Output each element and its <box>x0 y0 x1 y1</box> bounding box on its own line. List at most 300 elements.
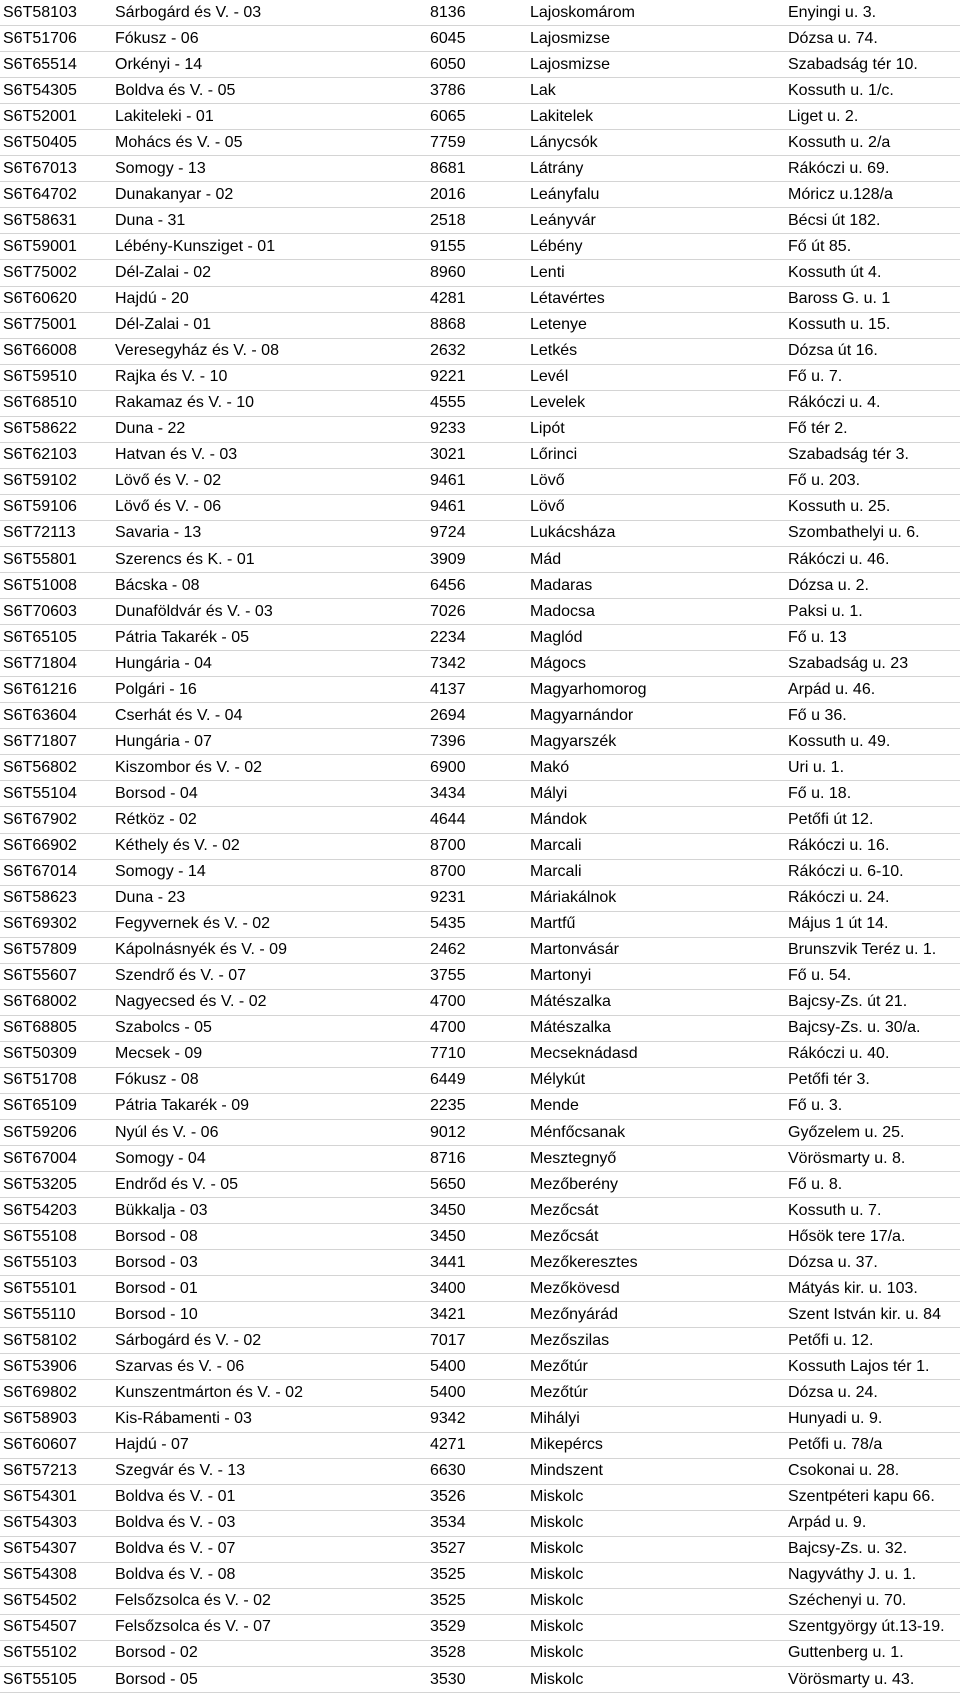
address-cell: Kossuth u. 15. <box>788 317 891 334</box>
branch-name-cell: Fókusz - 08 <box>115 1072 199 1089</box>
address-cell: Szent István kir. u. 84 <box>788 1306 941 1323</box>
branch-name-cell: Polgári - 16 <box>115 681 197 698</box>
address-cell: Bajcsy-Zs. út 21. <box>788 994 908 1011</box>
branch-name-cell: Dél-Zalai - 01 <box>115 317 212 334</box>
branch-code-cell: S6T63604 <box>3 707 77 724</box>
branch-name-cell: Szegvár és V. - 13 <box>115 1463 246 1480</box>
branch-code-cell: S6T60620 <box>3 291 77 308</box>
city-cell: Levél <box>530 369 569 386</box>
address-cell: Fő u 36. <box>788 707 847 724</box>
branch-code-cell: S6T67014 <box>3 864 77 881</box>
city-cell: Miskolc <box>530 1671 584 1688</box>
address-cell: Kossuth u. 7. <box>788 1202 882 1219</box>
address-cell: Dózsa u. 37. <box>788 1254 878 1271</box>
postal-code-cell: 3421 <box>430 1306 466 1323</box>
postal-code-cell: 8136 <box>430 4 466 21</box>
postal-code-cell: 2462 <box>430 942 466 959</box>
table-row <box>0 729 960 755</box>
table-row <box>0 104 960 130</box>
branch-code-cell: S6T54301 <box>3 1489 77 1506</box>
address-cell: Fő u. 13 <box>788 629 847 646</box>
postal-code-cell: 9233 <box>430 421 466 438</box>
branch-name-cell: Kápolnásnyék és V. - 09 <box>115 942 287 959</box>
city-cell: Lukácsháza <box>530 525 616 542</box>
city-cell: Mindszent <box>530 1463 603 1480</box>
branch-code-cell: S6T54305 <box>3 82 77 99</box>
address-cell: Dózsa u. 74. <box>788 30 878 47</box>
postal-code-cell: 4281 <box>430 291 466 308</box>
city-cell: Mezőtúr <box>530 1358 588 1375</box>
address-cell: Szabadság tér 3. <box>788 447 909 464</box>
branch-code-cell: S6T51706 <box>3 30 77 47</box>
table-row <box>0 834 960 860</box>
branch-code-cell: S6T68002 <box>3 994 77 1011</box>
postal-code-cell: 6900 <box>430 759 466 776</box>
branch-code-cell: S6T54307 <box>3 1541 77 1558</box>
address-cell: Vörösmarty u. 43. <box>788 1671 915 1688</box>
branch-code-cell: S6T72113 <box>3 525 76 542</box>
city-cell: Mezőszilas <box>530 1332 610 1349</box>
city-cell: Miskolc <box>530 1645 584 1662</box>
city-cell: Miskolc <box>530 1515 584 1532</box>
postal-code-cell: 9012 <box>430 1124 466 1141</box>
table-row <box>0 912 960 938</box>
address-cell: Brunszvik Teréz u. 1. <box>788 942 937 959</box>
address-cell: Nagyváthy J. u. 1. <box>788 1567 917 1584</box>
table-row <box>0 1407 960 1433</box>
city-cell: Magyarnándor <box>530 707 634 724</box>
postal-code-cell: 3525 <box>430 1593 466 1610</box>
postal-code-cell: 5400 <box>430 1385 466 1401</box>
branch-name-cell: Szerencs és K. - 01 <box>115 551 255 568</box>
postal-code-cell: 6630 <box>430 1463 466 1480</box>
city-cell: Mátészalka <box>530 994 611 1011</box>
branch-code-cell: S6T54203 <box>3 1202 77 1219</box>
address-cell: Bécsi út 182. <box>788 212 881 229</box>
branch-code-cell: S6T57213 <box>3 1463 77 1480</box>
address-cell: Petőfi út 12. <box>788 811 874 828</box>
branch-name-cell: Felsőzsolca és V. - 07 <box>115 1619 271 1636</box>
city-cell: Mágocs <box>530 655 587 672</box>
branch-code-cell: S6T70603 <box>3 603 77 620</box>
city-cell: Mezőtúr <box>530 1385 588 1401</box>
city-cell: Látrány <box>530 160 584 177</box>
table-row <box>0 1563 960 1589</box>
table-row <box>0 234 960 260</box>
branch-name-cell: Rajka és V. - 10 <box>115 369 228 386</box>
table-row <box>0 1615 960 1641</box>
city-cell: Martfű <box>530 916 576 933</box>
address-cell: Dózsa u. 24. <box>788 1385 878 1401</box>
city-cell: Mezőcsát <box>530 1202 599 1219</box>
branch-code-cell: S6T64702 <box>3 186 77 203</box>
postal-code-cell: 2694 <box>430 707 466 724</box>
address-cell: Enyingi u. 3. <box>788 4 877 21</box>
address-cell: Csokonai u. 28. <box>788 1463 900 1480</box>
table-row <box>0 1146 960 1172</box>
branch-name-cell: Savaria - 13 <box>115 525 202 542</box>
city-cell: Leányfalu <box>530 186 600 203</box>
table-row <box>0 417 960 443</box>
branch-name-cell: Mecsek - 09 <box>115 1046 203 1063</box>
branch-name-cell: Boldva és V. - 07 <box>115 1541 236 1558</box>
table-row <box>0 1094 960 1120</box>
postal-code-cell: 2235 <box>430 1098 466 1115</box>
postal-code-cell: 3527 <box>430 1541 466 1558</box>
postal-code-cell: 6050 <box>430 56 466 73</box>
branch-name-cell: Felsőzsolca és V. - 02 <box>115 1593 271 1610</box>
address-cell: Baross G. u. 1 <box>788 291 891 308</box>
postal-code-cell: 6449 <box>430 1072 466 1089</box>
table-row <box>0 1250 960 1276</box>
branch-code-cell: S6T75002 <box>3 264 77 281</box>
branch-name-cell: Lakiteleki - 01 <box>115 108 214 125</box>
table-row <box>0 1354 960 1380</box>
postal-code-cell: 4137 <box>430 681 466 698</box>
postal-code-cell: 3526 <box>430 1489 466 1506</box>
city-cell: Mende <box>530 1098 579 1115</box>
address-cell: Kossuth u. 2/a <box>788 134 891 151</box>
branch-code-cell: S6T55103 <box>3 1254 77 1271</box>
branch-name-cell: Dunakanyar - 02 <box>115 186 234 203</box>
branch-code-cell: S6T59102 <box>3 473 77 490</box>
branch-name-cell: Lövő és V. - 06 <box>115 499 222 516</box>
branch-code-cell: S6T58622 <box>3 421 77 438</box>
address-cell: Árpád u. 9. <box>788 1515 867 1532</box>
table-row <box>0 1589 960 1615</box>
city-cell: Lánycsók <box>530 134 598 151</box>
table-row <box>0 495 960 521</box>
address-cell: Mátyás kir. u. 103. <box>788 1280 918 1297</box>
address-cell: Fő u. 7. <box>788 369 843 386</box>
branch-code-cell: S6T75001 <box>3 317 77 334</box>
branch-code-cell: S6T58623 <box>3 890 77 907</box>
postal-code-cell: 4700 <box>430 1020 466 1037</box>
branch-code-cell: S6T60607 <box>3 1437 77 1454</box>
postal-code-cell: 9155 <box>430 238 466 255</box>
address-cell: Dózsa út 16. <box>788 343 878 360</box>
table-row <box>0 547 960 573</box>
branch-code-cell: S6T55104 <box>3 785 77 802</box>
branch-name-cell: Hajdú - 20 <box>115 291 189 308</box>
branch-code-cell: S6T71807 <box>3 733 77 750</box>
table-row <box>0 1120 960 1146</box>
table-row <box>0 1198 960 1224</box>
address-cell: Petőfi u. 78/a <box>788 1437 883 1454</box>
address-cell: Szombathelyi u. 6. <box>788 525 920 542</box>
branch-name-cell: Kéthely és V. - 02 <box>115 838 240 855</box>
city-cell: Miskolc <box>530 1593 584 1610</box>
branch-code-cell: S6T55801 <box>3 551 77 568</box>
branch-name-cell: Cserhát és V. - 04 <box>115 707 243 724</box>
table-row <box>0 521 960 547</box>
branch-code-cell: S6T58631 <box>3 212 77 229</box>
branch-name-cell: Szendrő és V. - 07 <box>115 968 247 985</box>
branch-code-cell: S6T55101 <box>3 1280 77 1297</box>
branch-code-cell: S6T69802 <box>3 1385 77 1401</box>
branch-name-cell: Sárbogárd és V. - 03 <box>115 4 262 21</box>
postal-code-cell: 7017 <box>430 1332 466 1349</box>
branch-name-cell: Rakamaz és V. - 10 <box>115 395 255 412</box>
address-cell: Kossuth Lajos tér 1. <box>788 1358 930 1375</box>
city-cell: Lak <box>530 82 556 99</box>
address-cell: Május 1 út 14. <box>788 916 889 933</box>
address-cell: Szentpéteri kapu 66. <box>788 1489 935 1506</box>
address-cell: Kossuth u. 1/c. <box>788 82 894 99</box>
postal-code-cell: 3534 <box>430 1515 466 1532</box>
address-cell: Árpád u. 46. <box>788 681 876 698</box>
branch-code-cell: S6T55108 <box>3 1228 77 1245</box>
address-cell: Úri u. 1. <box>788 759 845 776</box>
address-cell: Kossuth u. 49. <box>788 733 891 750</box>
branch-code-cell: S6T53906 <box>3 1358 77 1375</box>
branch-name-cell: Duna - 31 <box>115 212 186 229</box>
address-cell: Paksi u. 1. <box>788 603 863 620</box>
postal-code-cell: 2518 <box>430 212 466 229</box>
branch-name-cell: Endrőd és V. - 05 <box>115 1176 239 1193</box>
address-cell: Szabadság u. 23 <box>788 655 909 672</box>
table-row <box>0 1380 960 1406</box>
table-row <box>0 964 960 990</box>
table-row <box>0 1224 960 1250</box>
city-cell: Mándok <box>530 811 587 828</box>
city-cell: Lövő <box>530 499 565 516</box>
table-row <box>0 1433 960 1459</box>
table-row <box>0 1459 960 1485</box>
branch-name-cell: Boldva és V. - 08 <box>115 1567 236 1584</box>
table-row <box>0 1641 960 1667</box>
table-row <box>0 156 960 182</box>
address-cell: Hősök tere 17/a. <box>788 1228 906 1245</box>
branch-code-cell: S6T62103 <box>3 447 77 464</box>
table-row <box>0 625 960 651</box>
branch-code-cell: S6T51008 <box>3 577 77 594</box>
branch-code-cell: S6T67013 <box>3 160 77 177</box>
city-cell: Letenye <box>530 317 587 334</box>
branch-name-cell: Szarvas és V. - 06 <box>115 1358 245 1375</box>
city-cell: Mezőberény <box>530 1176 619 1193</box>
branch-name-cell: Kis-Rábamenti - 03 <box>115 1411 252 1428</box>
postal-code-cell: 4555 <box>430 395 466 412</box>
branch-name-cell: Hajdú - 07 <box>115 1437 189 1454</box>
branch-code-cell: S6T57809 <box>3 942 77 959</box>
address-cell: Fő u. 3. <box>788 1098 843 1115</box>
postal-code-cell: 8868 <box>430 317 466 334</box>
postal-code-cell: 7342 <box>430 655 466 672</box>
branch-code-cell: S6T51708 <box>3 1072 77 1089</box>
branch-name-cell: Hungária - 04 <box>115 655 212 672</box>
table-row <box>0 130 960 156</box>
postal-code-cell: 2016 <box>430 186 466 203</box>
branch-code-cell: S6T58102 <box>3 1332 77 1349</box>
branch-code-cell: S6T67004 <box>3 1150 77 1167</box>
address-cell: Bajcsy-Zs. u. 32. <box>788 1541 908 1558</box>
city-cell: Miskolc <box>530 1541 584 1558</box>
postal-code-cell: 3450 <box>430 1228 466 1245</box>
postal-code-cell: 3525 <box>430 1567 466 1584</box>
address-cell: Rákóczi u. 69. <box>788 160 890 177</box>
branch-code-cell: S6T56802 <box>3 759 77 776</box>
branch-name-cell: Duna - 23 <box>115 890 186 907</box>
postal-code-cell: 7396 <box>430 733 466 750</box>
table-row <box>0 339 960 365</box>
branch-name-cell: Örkényi - 14 <box>115 56 203 73</box>
address-cell: Kossuth u. 25. <box>788 499 891 516</box>
city-cell: Máriakálnok <box>530 890 617 907</box>
branch-name-cell: Boldva és V. - 05 <box>115 82 236 99</box>
branch-name-cell: Fegyvernek és V. - 02 <box>115 916 271 933</box>
table-row <box>0 755 960 781</box>
branch-name-cell: Veresegyház és V. - 08 <box>115 343 279 360</box>
branch-code-cell: S6T55105 <box>3 1671 77 1688</box>
table-row <box>0 1068 960 1094</box>
branch-code-cell: S6T58103 <box>3 4 77 21</box>
city-cell: Leányvár <box>530 212 596 229</box>
branch-name-cell: Nyúl és V. - 06 <box>115 1124 219 1141</box>
city-cell: Magyarszék <box>530 733 617 750</box>
branch-code-cell: S6T61216 <box>3 681 77 698</box>
branch-code-cell: S6T59106 <box>3 499 77 516</box>
table-row <box>0 313 960 339</box>
city-cell: Lakitelek <box>530 108 594 125</box>
city-cell: Lébény <box>530 238 583 255</box>
address-cell: Fő tér 2. <box>788 421 848 438</box>
table-row <box>0 599 960 625</box>
branch-code-cell: S6T52001 <box>3 108 77 125</box>
city-cell: Lipót <box>530 421 565 438</box>
city-cell: Lenti <box>530 264 565 281</box>
city-cell: Madaras <box>530 577 593 594</box>
table-row <box>0 391 960 417</box>
table-row <box>0 26 960 52</box>
branch-name-cell: Somogy - 04 <box>115 1150 206 1167</box>
branch-code-cell: S6T54308 <box>3 1567 77 1584</box>
city-cell: Lövő <box>530 473 565 490</box>
city-cell: Mikepércs <box>530 1437 603 1454</box>
branch-name-cell: Bükkalja - 03 <box>115 1202 208 1219</box>
table-row <box>0 208 960 234</box>
postal-code-cell: 3434 <box>430 785 466 802</box>
table-row <box>0 938 960 964</box>
address-cell: Rákóczi u. 40. <box>788 1046 890 1063</box>
branch-code-cell: S6T68510 <box>3 395 77 412</box>
branch-name-cell: Kunszentmárton és V. - 02 <box>115 1385 303 1401</box>
branch-name-cell: Dél-Zalai - 02 <box>115 264 212 281</box>
branch-name-cell: Hungária - 07 <box>115 733 212 750</box>
branch-code-cell: S6T54502 <box>3 1593 77 1610</box>
address-cell: Fő u. 203. <box>788 473 861 490</box>
postal-code-cell: 6045 <box>430 30 466 47</box>
city-cell: Makó <box>530 759 570 776</box>
postal-code-cell: 9231 <box>430 890 466 907</box>
city-cell: Létavértes <box>530 291 605 308</box>
branch-code-cell: S6T54303 <box>3 1515 77 1532</box>
branch-code-cell: S6T65109 <box>3 1098 77 1115</box>
address-cell: Petőfi tér 3. <box>788 1072 870 1089</box>
address-cell: Kossuth út 4. <box>788 264 882 281</box>
branch-name-cell: Somogy - 14 <box>115 864 206 881</box>
table-row <box>0 1016 960 1042</box>
city-cell: Mezőkövesd <box>530 1280 620 1297</box>
branch-code-cell: S6T66902 <box>3 838 77 855</box>
address-cell: Fő út 85. <box>788 238 852 255</box>
postal-code-cell: 7759 <box>430 134 466 151</box>
branch-name-cell: Lébény-Kunsziget - 01 <box>115 238 276 255</box>
address-cell: Móricz u.128/a <box>788 186 893 203</box>
city-cell: Maglód <box>530 629 583 646</box>
branch-code-cell: S6T58903 <box>3 1411 77 1428</box>
city-cell: Ménfőcsanak <box>530 1124 626 1141</box>
city-cell: Lőrinci <box>530 447 578 464</box>
table-row <box>0 1667 960 1693</box>
city-cell: Mihályi <box>530 1411 580 1428</box>
branch-name-cell: Rétköz - 02 <box>115 811 197 828</box>
branch-name-cell: Borsod - 08 <box>115 1228 198 1245</box>
postal-code-cell: 3021 <box>430 447 466 464</box>
table-row <box>0 0 960 26</box>
table-row <box>0 78 960 104</box>
city-cell: Mezőcsát <box>530 1228 599 1245</box>
table-row <box>0 287 960 313</box>
branch-name-cell: Pátria Takarék - 05 <box>115 629 249 646</box>
branch-name-cell: Mohács és V. - 05 <box>115 134 243 151</box>
table-row <box>0 781 960 807</box>
city-cell: Mád <box>530 551 562 568</box>
branch-name-cell: Borsod - 10 <box>115 1306 198 1323</box>
table-row <box>0 443 960 469</box>
branch-code-cell: S6T59510 <box>3 369 77 386</box>
branch-code-cell: S6T71804 <box>3 655 77 672</box>
address-cell: Szentgyörgy út.13-19. <box>788 1619 945 1636</box>
postal-code-cell: 8681 <box>430 160 466 177</box>
city-cell: Mályi <box>530 785 568 802</box>
city-cell: Mesztegnyő <box>530 1150 617 1167</box>
branch-code-cell: S6T55102 <box>3 1645 77 1662</box>
address-cell: Liget u. 2. <box>788 108 859 125</box>
postal-code-cell: 5650 <box>430 1176 466 1193</box>
branch-name-cell: Borsod - 03 <box>115 1254 198 1271</box>
postal-code-cell: 8960 <box>430 264 466 281</box>
city-cell: Miskolc <box>530 1619 584 1636</box>
branch-name-cell: Fókusz - 06 <box>115 30 199 47</box>
city-cell: Lajosmizse <box>530 56 611 73</box>
address-cell: Fő u. 8. <box>788 1176 843 1193</box>
city-cell: Madocsa <box>530 603 595 620</box>
branch-name-cell: Duna - 22 <box>115 421 186 438</box>
postal-code-cell: 3529 <box>430 1619 466 1636</box>
address-cell: Rákóczi u. 4. <box>788 395 881 412</box>
postal-code-cell: 3530 <box>430 1671 466 1688</box>
address-cell: Guttenberg u. 1. <box>788 1645 904 1662</box>
address-cell: Hunyadi u. 9. <box>788 1411 883 1428</box>
table-row <box>0 573 960 599</box>
branch-name-cell: Bácska - 08 <box>115 577 200 594</box>
branch-name-cell: Kiszombor és V. - 02 <box>115 759 263 776</box>
city-cell: Lajoskomárom <box>530 4 635 21</box>
address-cell: Vörösmarty u. 8. <box>788 1150 906 1167</box>
branch-name-cell: Hatvan és V. - 03 <box>115 447 238 464</box>
branch-code-cell: S6T53205 <box>3 1176 77 1193</box>
postal-code-cell: 3909 <box>430 551 466 568</box>
city-cell: Mezőkeresztes <box>530 1254 638 1271</box>
postal-code-cell: 2632 <box>430 343 466 360</box>
address-cell: Rákóczi u. 46. <box>788 551 890 568</box>
branch-name-cell: Somogy - 13 <box>115 160 206 177</box>
branch-name-cell: Szabolcs - 05 <box>115 1020 212 1037</box>
table-row <box>0 1537 960 1563</box>
postal-code-cell: 4644 <box>430 811 466 828</box>
city-cell: Marcali <box>530 838 582 855</box>
